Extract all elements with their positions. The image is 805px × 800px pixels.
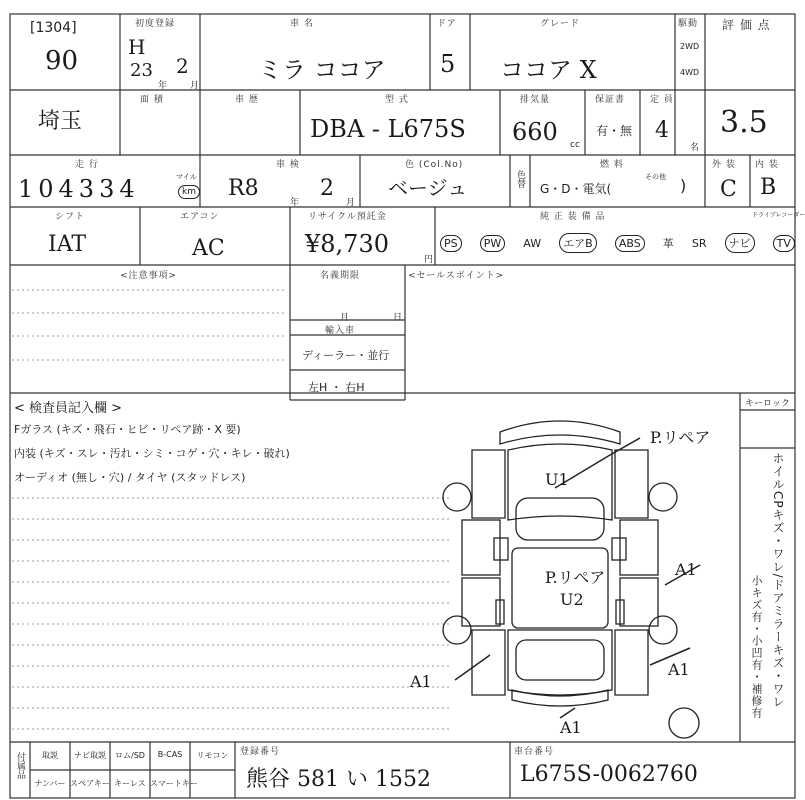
- accessory-label: スマートキー: [150, 779, 198, 788]
- shift-label: シフト: [55, 212, 86, 222]
- equipment-item: AW: [523, 236, 542, 250]
- km-circled: km: [178, 185, 200, 199]
- inspection-month: 2: [320, 176, 334, 201]
- prefecture: 埼玉: [38, 109, 83, 134]
- interior: B: [760, 175, 777, 200]
- first-reg-era: H: [128, 35, 146, 59]
- equipment-item: ナビ: [725, 233, 755, 253]
- fuel-other: その他: [645, 173, 666, 181]
- equipment-row: [440, 233, 795, 253]
- equipment-item: SR: [691, 236, 707, 250]
- accessory-label: ナンバー: [34, 779, 66, 788]
- warranty-options: 有・無: [596, 124, 633, 138]
- model: DBA - L675S: [310, 115, 466, 143]
- keyless-label: キーロック: [745, 399, 790, 409]
- rating: 3.5: [720, 105, 768, 140]
- equipment-item: ABS: [615, 235, 645, 252]
- grade: ココア X: [500, 56, 597, 84]
- inspector-line-2: 内装 (キズ・スレ・汚れ・シミ・コゲ・穴・キレ・破れ): [14, 447, 290, 460]
- fuel-label: 燃 料: [600, 160, 624, 170]
- accessory-label: B-CAS: [157, 750, 183, 759]
- capacity-unit: 名: [690, 143, 700, 153]
- ac-label: エアコン: [180, 212, 220, 222]
- car-name: ミラ ココア: [258, 56, 386, 84]
- inspection-month-unit: 月: [346, 198, 356, 208]
- ac: AC: [192, 236, 225, 261]
- accessory-label: キーレス: [114, 779, 146, 788]
- dereg-month: 月: [340, 313, 350, 323]
- dereg-day: 日: [393, 313, 403, 323]
- right-rear-mark: A1: [668, 660, 690, 679]
- interior-label: 内 装: [755, 160, 779, 170]
- inspector-line-1: Fガラス (キズ・飛石・ヒビ・リペア跡・X 要): [14, 423, 241, 436]
- accessories-label: 付属品: [15, 752, 25, 779]
- inspector-line-3: オーディオ (無し・穴) / タイヤ (スタッドレス): [14, 471, 246, 484]
- first-reg-month: 2: [176, 54, 189, 78]
- accessory-label: リモコン: [196, 751, 229, 760]
- equipment-item: PW: [480, 235, 506, 252]
- equipment-label: 純 正 装 備 品: [540, 212, 606, 222]
- mile-label: マイル: [176, 173, 197, 181]
- sales-points-label: <セールスポイント>: [408, 271, 505, 281]
- displacement: 660: [512, 118, 558, 146]
- notes-label: <注意事項>: [120, 271, 178, 281]
- color-label: 色 (Col.No): [405, 160, 464, 170]
- footer-top-row: [30, 750, 235, 761]
- capacity-label: 定 員: [650, 95, 674, 105]
- reg-no: 熊谷 581 い 1552: [246, 767, 431, 792]
- displacement-label: 排気量: [520, 95, 551, 105]
- equipment-item: エアB: [559, 233, 597, 253]
- drive-2wd: 2WD: [680, 42, 700, 51]
- dealer-text: ディーラー・並行: [302, 349, 390, 362]
- accessory-label: ロム/SD: [115, 751, 145, 760]
- reg-no-label: 登録番号: [240, 747, 281, 757]
- roof-repair-mark: P.リペア: [545, 568, 606, 587]
- exterior-label: 外 装: [712, 160, 736, 170]
- month-unit: 月: [190, 81, 200, 91]
- wheel-mirror-note: ホイルCPキズ・ワレ/ドアミラーキズ・ワレ: [771, 452, 785, 709]
- inspection-era: R8: [228, 176, 259, 201]
- model-label: 型 式: [385, 95, 409, 105]
- color: ベージュ: [388, 176, 468, 200]
- chassis-no-label: 車台番号: [514, 747, 555, 757]
- recycle-fee: ¥8,730: [305, 230, 389, 258]
- drive-4wd: 4WD: [680, 68, 700, 77]
- inspection-label: 車 検: [276, 160, 300, 170]
- front-dent-mark: U1: [545, 470, 569, 489]
- cc-unit: cc: [570, 140, 580, 150]
- recycle-label: リサイクル預託金: [308, 212, 387, 222]
- steering-text: 左H ・ 右H: [308, 381, 365, 394]
- inspector-title: < 検査員記入欄 >: [14, 401, 123, 416]
- accessory-label: 取説: [42, 751, 58, 760]
- accessory-label: スペアキー: [70, 779, 110, 788]
- equipment-item: 革: [662, 237, 674, 250]
- mileage-label: 走 行: [75, 160, 99, 170]
- roof-dent-mark: U2: [560, 590, 584, 609]
- fuel-options: [540, 180, 611, 197]
- history-label: 車 歴: [235, 95, 259, 105]
- mileage: 104334: [18, 175, 140, 203]
- car-name-label: 車 名: [290, 19, 314, 29]
- fuel-close: ): [680, 176, 687, 195]
- doors-label: ドア: [437, 19, 457, 29]
- color-change-label: 色替: [515, 170, 525, 188]
- inspection-year-unit: 年: [290, 198, 300, 208]
- equipment-item: PS: [440, 235, 462, 252]
- drive-label: 駆動: [678, 19, 699, 29]
- chassis-no: L675S-0062760: [520, 762, 698, 787]
- first-reg-year: 23: [130, 60, 153, 81]
- score: 90: [45, 46, 79, 76]
- fuel-options-text: G・D・電気(: [540, 182, 612, 196]
- rating-label: 評 価 点: [722, 18, 771, 32]
- yen-unit: 円: [424, 255, 434, 265]
- shift: IAT: [48, 232, 87, 257]
- exterior: C: [720, 177, 737, 202]
- rear-bumper-mark: A1: [560, 718, 582, 737]
- km-unit: [178, 185, 200, 199]
- left-rear-mark: A1: [410, 672, 432, 691]
- warranty-label: 保証書: [595, 95, 626, 105]
- import-label: 輸入車: [325, 326, 356, 336]
- accessory-label: ナビ取説: [74, 751, 106, 760]
- front-repair-mark: P.リペア: [650, 428, 711, 447]
- damage-note: 小キズ有・小凹有・補修有: [750, 575, 763, 719]
- year-unit: 年: [158, 81, 168, 91]
- footer-bottom-row: [30, 778, 235, 789]
- drive-recorder-label: ドライブレコーダー: [752, 212, 805, 219]
- grade-label: グレード: [540, 19, 581, 29]
- capacity: 4: [655, 118, 669, 143]
- doors: 5: [440, 50, 456, 78]
- lot-number: [1304]: [30, 20, 77, 36]
- equipment-item: TV: [773, 235, 795, 252]
- area-label: 面 積: [140, 95, 164, 105]
- deregistration-label: 名義期限: [320, 271, 361, 281]
- first-reg-label: 初度登録: [135, 19, 176, 29]
- right-side-mark: A1: [675, 560, 697, 579]
